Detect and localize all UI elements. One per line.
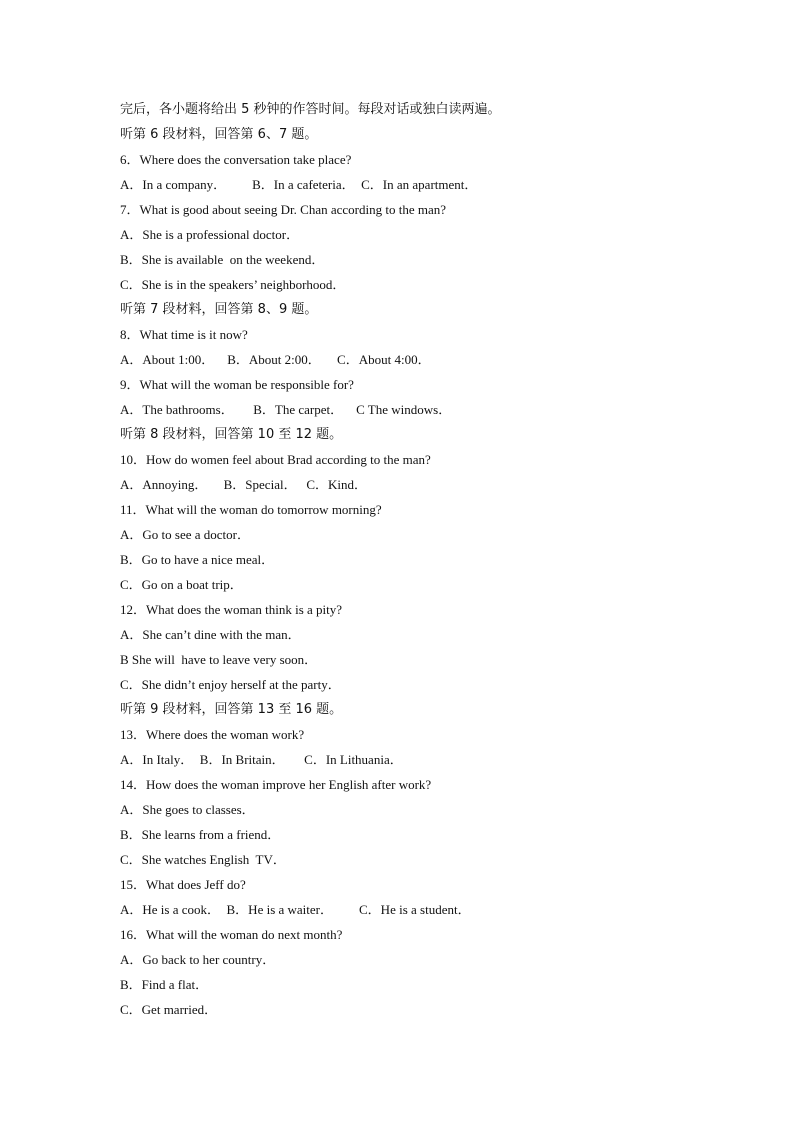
section-heading-material-6: 听第 6 段材料，回答第 6、7 题。 xyxy=(120,127,318,142)
option-7b: B．She is available on the weekend． xyxy=(120,252,325,267)
option-16a: A．Go back to her country． xyxy=(120,952,276,967)
option-14c: C．She watches English TV． xyxy=(120,852,286,867)
options-10: A．Annoying． B．Special． C．Kind． xyxy=(120,477,367,492)
section-heading-material-7: 听第 7 段材料，回答第 8、9 题。 xyxy=(120,302,318,317)
question-9: 9．What will the woman be responsible for? xyxy=(120,377,354,392)
question-14: 14．How does the woman improve her English after work? xyxy=(120,777,432,792)
option-14a: A．She goes to classes． xyxy=(120,802,255,817)
question-15: 15．What does Jeff do? xyxy=(120,877,246,892)
section-heading-material-9: 听第 9 段材料，回答第 13 至 16 题。 xyxy=(120,702,343,717)
question-8: 8．What time is it now? xyxy=(120,327,248,342)
section-heading-material-8: 听第 8 段材料，回答第 10 至 12 题。 xyxy=(120,427,343,442)
question-11: 11．What will the woman do tomorrow morning? xyxy=(120,502,382,517)
question-7: 7．What is good about seeing Dr. Chan according to the man? xyxy=(120,202,447,217)
question-12: 12．What does the woman think is a pity? xyxy=(120,602,343,617)
option-11b: B．Go to have a nice meal． xyxy=(120,552,275,567)
question-10: 10．How do women feel about Brad according to the man? xyxy=(120,452,431,467)
exam-page xyxy=(120,97,760,1022)
option-12c: C．She didn’t enjoy herself at the party． xyxy=(120,677,341,692)
option-7c: C．She is in the speakers’ neighborhood． xyxy=(120,277,346,292)
options-13: A．In Italy． B．In Britain． C．In Lithuania． xyxy=(120,752,403,767)
option-12b: B She will have to leave very soon． xyxy=(120,652,318,667)
option-16b: B．Find a flat． xyxy=(120,977,209,992)
question-13: 13．Where does the woman work? xyxy=(120,727,305,742)
option-16c: C．Get married． xyxy=(120,1002,218,1017)
option-11c: C．Go on a boat trip． xyxy=(120,577,243,592)
options-15: A．He is a cook． B．He is a waiter． C．He is a student． xyxy=(120,902,471,917)
question-6: 6．Where does the conversation take place? xyxy=(120,152,352,167)
options-9: A．The bathrooms． B．The carpet． C The windows． xyxy=(120,402,452,417)
option-12a: A．She can’t dine with the man． xyxy=(120,627,301,642)
option-11a: A．Go to see a doctor． xyxy=(120,527,250,542)
option-7a: A．She is a professional doctor． xyxy=(120,227,300,242)
options-6: A．In a company． B．In a cafeteria． C．In an apartment． xyxy=(120,177,478,192)
option-14b: B．She learns from a friend． xyxy=(120,827,281,842)
question-16: 16．What will the woman do next month? xyxy=(120,927,343,942)
options-8: A．About 1:00． B．About 2:00． C．About 4:00． xyxy=(120,352,431,367)
instruction-text: 完后，各小题将给出 5 秒钟的作答时间。每段对话或独白读两遍。 xyxy=(120,102,501,117)
